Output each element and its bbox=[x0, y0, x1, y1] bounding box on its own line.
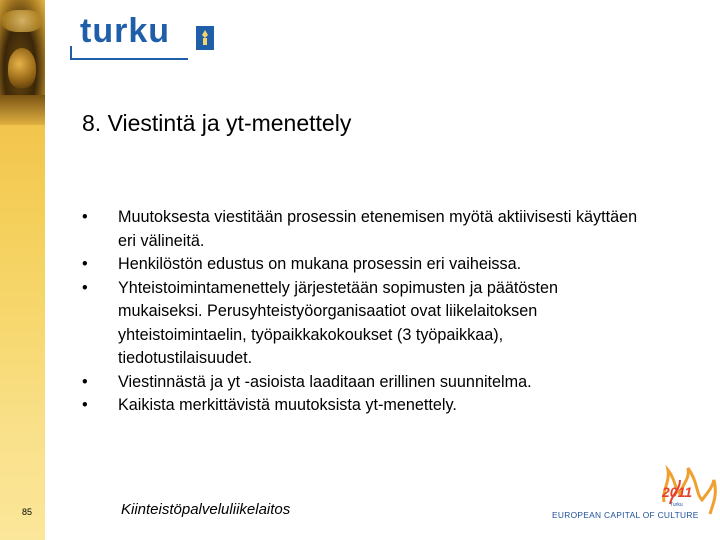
decorative-side-strip bbox=[0, 0, 45, 540]
page-number: 85 bbox=[22, 507, 33, 517]
bullet-text: Kaikista merkittävistä muutoksista yt-menettely. bbox=[118, 396, 457, 414]
bullet-marker: • bbox=[82, 396, 88, 414]
bullet-item bbox=[80, 371, 640, 395]
turku-logo bbox=[70, 12, 216, 52]
slide-title: 8. Viestintä ja yt-menettely bbox=[82, 110, 352, 136]
bullet-item bbox=[80, 394, 640, 418]
bullet-item bbox=[80, 253, 640, 277]
capital-of-culture-logo bbox=[552, 462, 720, 540]
ecoc-label: EUROPEAN CAPITAL OF CULTURE bbox=[552, 510, 699, 520]
bullet-marker: • bbox=[82, 278, 88, 297]
crest-icon bbox=[196, 26, 214, 50]
bullet-list bbox=[80, 206, 640, 418]
flame-icon bbox=[552, 462, 720, 540]
bullet-marker: • bbox=[82, 372, 88, 391]
bullet-text: Viestinnästä ja yt -asioista laaditaan erillinen suunnitelma. bbox=[118, 372, 532, 391]
bullet-marker: • bbox=[82, 255, 88, 273]
footer-text: Kiinteistöpalveluliikelaitos bbox=[121, 501, 291, 518]
ecoc-subtitle: Turku bbox=[670, 502, 683, 508]
bullet-text: Yhteistoimintamenettely järjestetään sopimusten ja päätösten mukaiseksi. Perusyhteistyöorganisaatiot ovat liikelaitoksen yhteistoimintaelin, työpaikkakokoukset (3 työpaikkaa), tiedotustilaisuudet. bbox=[118, 278, 559, 367]
bullet-marker: • bbox=[82, 208, 88, 226]
bullet-text: Muutoksesta viestitään prosessin etenemisen myötä aktiivisesti käyttäen eri välineitä. bbox=[118, 208, 638, 250]
bullet-item bbox=[80, 277, 640, 371]
ecoc-year: 2011 bbox=[662, 484, 693, 500]
logo-text: turku bbox=[80, 12, 170, 50]
decorative-photo bbox=[0, 0, 45, 125]
bullet-text: Henkilöstön edustus on mukana prosessin eri vaiheissa. bbox=[118, 255, 522, 273]
bullet-item bbox=[80, 206, 640, 253]
